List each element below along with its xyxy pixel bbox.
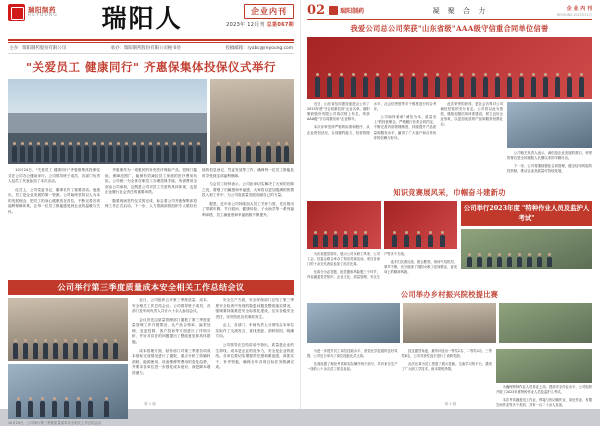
meeting-photo-1 — [8, 298, 128, 361]
paragraph: 会议首先由质量管理部门通报了第三季度质量管理工作开展情况，从产品合格率、偏差处理、变更控制、客户投诉等方面进行了详细分析，并针对存在的问题提出了整改意见和具体措施。 — [132, 317, 211, 344]
group-photo-ceremony — [8, 79, 207, 164]
corner-brand-sub: REYOUNG 2023年12月 — [556, 12, 592, 17]
paragraph: 选手们沉着应战、配合默契，现场气氛热烈，掌声不断，充分展现了瑞阳女职工爱岗敬业、奋发向上的精神风貌。 — [384, 259, 457, 274]
reyoung-logo-icon — [8, 4, 25, 21]
paragraph: 下一步，公司将继续强化合同管理，健全信用风险防控机制，推动企业高质量可持续发展。 — [507, 164, 592, 174]
paragraph: 公司相关负责人表示，诚信是企业发展的基石，荣誉的背后是全体瑞阳人长期以来的辛勤付出。 — [507, 151, 592, 161]
signing-photo — [210, 79, 294, 164]
exam-photo — [461, 229, 592, 269]
training-photo-1 — [307, 303, 400, 343]
paragraph: 比赛分为必答题、抢答题和风险题三个环节，内容涵盖党史知识、企业文化、质量管理、安全生产等多个方面。 — [307, 252, 408, 279]
section-title-quiz: 知识竞赛展风采，巾帼奋斗建新功 — [393, 188, 506, 197]
quiz-article-body — [307, 252, 457, 286]
paragraph: 此次比赛为员工搭建了展示技能、交流学习的平台，激发了广大职工学技术、练本领的热情。 — [401, 361, 492, 371]
paragraph: 为进一步提升员工岗位技能水平，营造比学赶超的良好氛围，公司近日举办了岗位技能比武大赛。 — [307, 349, 398, 358]
organizer-label: 承办：瑞阳制药股份有限公司秘书处 — [110, 46, 181, 51]
paragraph: 公司领导在总结讲话中指出，质量是企业的生命线，成本是企业的竞争力，安全是企业的底线。各单位要切实增强责任感和紧迫感，真抓实干，补齐短板，确保全年各项目标任务圆满完成。 — [215, 342, 294, 370]
email-label: 投稿邮箱：ryabc@reyoung.com — [225, 46, 293, 51]
paragraph: 本次评审坚持严格的标准和程序，从企业资信状况、合同履约能力、经营管理水平、社会信誉度等多个维度进行综合考评。 — [307, 102, 437, 135]
paragraph: 为庆祝建党周年，展示公司女职工风采，公司工会、妇委会联合举办了知识竞赛活动。来自各部门的十余支代表队参加了此次比赛。 — [307, 252, 380, 266]
publisher-label: 主办：瑞阳制药股份有限公司 — [9, 46, 67, 51]
paragraph: 仪式上，公司党委书记、董事长作了重要讲话。他指出，员工是企业发展的第一资源，公司始终坚持以人为本的发展理念，把员工的身心健康放在首位，不断完善各项福利保障体系，让每一位员工都能感受到企业的温暖与关怀。 — [8, 187, 100, 214]
lead-photo-row — [8, 79, 294, 164]
paragraph: 近日，公司组织召开第三季度质量、成本、安全相关工作总结会议。公司领导班子成员、各部门及车间负责人共计六十余人参加会议。 — [132, 298, 211, 314]
page-footer-right: 第 2 版 — [444, 402, 457, 406]
paragraph: 比赛设置了理论考试和实际操作两个部分，共有来自生产一线的八十余名员工报名参加。 — [307, 361, 398, 371]
award-article-body — [307, 102, 503, 184]
paragraph: 10月24日，"关爱员工 健康同行"齐惠保集体投保仪式在公司办公楼前举行。公司领导班子成员、各部门负责人及员工代表参加了本次活动。 — [8, 168, 100, 184]
certificate-photo — [507, 102, 592, 148]
paragraph: 与会员工纷纷表示，公司此举切实解决了大家的后顾之忧，增强了归属感和幸福感，大家将以更加饱满的热情投入到工作中，为公司高质量发展贡献自己的力量。 — [202, 182, 294, 198]
logo-en-text: REYOUNG — [28, 12, 59, 18]
award-article — [307, 102, 592, 184]
right-page-header — [307, 4, 592, 20]
masthead-rule — [8, 39, 294, 41]
right-header-title: 凝 聚 合 力 — [432, 6, 489, 15]
training-article-body — [307, 349, 492, 407]
masthead-info — [8, 43, 294, 54]
issue-date: 2023年 12月刊 — [226, 22, 265, 28]
masthead — [8, 4, 294, 38]
training-photo-2 — [403, 303, 496, 343]
paragraph: 本次考试涵盖电工作业、焊接与热切割作业、高处作业、有限空间作业等多个类别，共有一百二十余人参加。 — [496, 397, 592, 407]
page-footer-left: 第 1 版 — [144, 402, 156, 406]
section-title-meeting: 公司举行第三季度质量成本安全相关工作总结会议 — [8, 280, 294, 295]
company-logo — [8, 4, 58, 21]
award-group-photo — [307, 37, 592, 99]
logo-cn-text: 瑞阳制药 — [28, 5, 56, 14]
section-title-exam: 公司举行2023年度 "特种作业人员及监护人考试" — [461, 201, 592, 226]
paragraph: 齐惠保作为一项惠民的补充医疗保险产品，投保门槛低、保障范围广，能够有效减轻员工家庭的医疗费用负担。公司统一为全体在职员工办理投保手续，所需费用全部由公司承担，这既是公司对员工关爱的具体体现，也是企业履行社会责任的重要举措。 — [105, 168, 197, 195]
training-photo-row — [307, 303, 592, 343]
issue-badge: 企业内刊 — [244, 4, 294, 19]
section-title-training: 公司举办乡村振兴院校提比赛 — [400, 290, 499, 299]
reyoung-logo-icon — [329, 6, 338, 15]
award-article-side — [507, 151, 592, 183]
page-right — [300, 0, 600, 409]
photo-caption: 10月25日，公司举行第三季度质量成本安全相关工作总结会议 — [8, 421, 102, 425]
paragraph: 为确保特种作业人员持证上岗，提高安全作业水平，公司组织开展了2023年度特种作业人员及监护人考试。 — [496, 385, 592, 394]
logo-cn-text: 瑞阳制药 — [340, 8, 365, 15]
paragraph: 随着现场签约仪式的完成，标志着公司齐惠保集体投保工作正式启动。下一步，人力资源部将组织专人做好后续的信息登记、凭证发放等工作，确保每一位员工都能及时享受到这项福利保障。 — [105, 168, 294, 209]
page-number: 02 — [307, 3, 326, 18]
section-title-award: 我爱公司总公司荣获"山东省级"AAA级守信重合同单位信誉 — [350, 24, 549, 33]
issue-number: 总第067期 — [266, 22, 294, 28]
paragraph: 公司始终秉承"诚信为本、质量至上"的经营理念，严格履行各类合同约定，不断完善内部管理制度，持续提升产品质量和服务水平，赢得了广大客户和合作伙伴的信赖与好评。 — [373, 115, 437, 140]
company-logo-small — [329, 6, 364, 15]
corner-brand-text: 企 业 内 刊 — [566, 5, 592, 12]
corner-brand — [557, 5, 592, 17]
paragraph: 此次荣誉的获得，是社会各界对公司诚信经营的充分肯定。公司将以此为契机，继续加强信用体系建设，树立良好企业形象，以更加优质的产品和服务回馈社会。 — [440, 102, 503, 127]
paragraph: 安全生产方面，安全环保部门总结了第三季度安全检查中发现的隐患问题及整改落实情况，强调要持续推进安全标准化建设，压实各级安全责任，坚决防范各类事故发生。 — [215, 298, 294, 319]
training-bottom — [307, 346, 592, 407]
masthead-title: 瑞阳人 — [101, 4, 183, 33]
page-left — [0, 0, 300, 425]
factory-photo — [496, 349, 592, 383]
quiz-competition-photo-2 — [384, 201, 458, 249]
paragraph: 会上，各部门、车间负责人分别结合本单位实际作了交流发言，查找差距、剖析原因、明确方向。 — [215, 323, 294, 339]
paragraph: 成本管理方面，财务部门对第三季度各项成本指标完成情况进行了通报，重点分析了原辅料消耗、能源使用、设备维修等费用的变化趋势，并要求各单位进一步强化成本意识，深挖降本增效潜力。 — [132, 348, 211, 375]
quiz-competition-photo-1 — [307, 201, 381, 249]
paragraph: 经过激烈角逐，最终评选出一等奖2名、二等奖4名、三等奖6名，公司对获奖选手进行了表彰奖励。 — [401, 349, 492, 358]
lead-article-body — [8, 168, 294, 276]
quiz-section — [307, 201, 592, 286]
page-title: "关爱员工 健康同行" 齐惠保集体投保仪式举行 — [26, 60, 276, 74]
training-photo-3 — [499, 303, 592, 343]
paragraph: 据悉，近年来公司持续加大员工关怀力度，先后推出了带薪年假、节日慰问、健康体检、子女助学等一系列福利举措，员工满意度和幸福指数不断提升。 — [202, 201, 294, 217]
meeting-photo-2 — [8, 364, 128, 419]
paragraph: 近日，山东省信用建设促进会公布了2023年度"守合同重信用"企业名单，瑞阳制药股份有限公司再次榜上有名，荣获AAA级"守合同重信用"企业称号。 — [307, 102, 370, 122]
